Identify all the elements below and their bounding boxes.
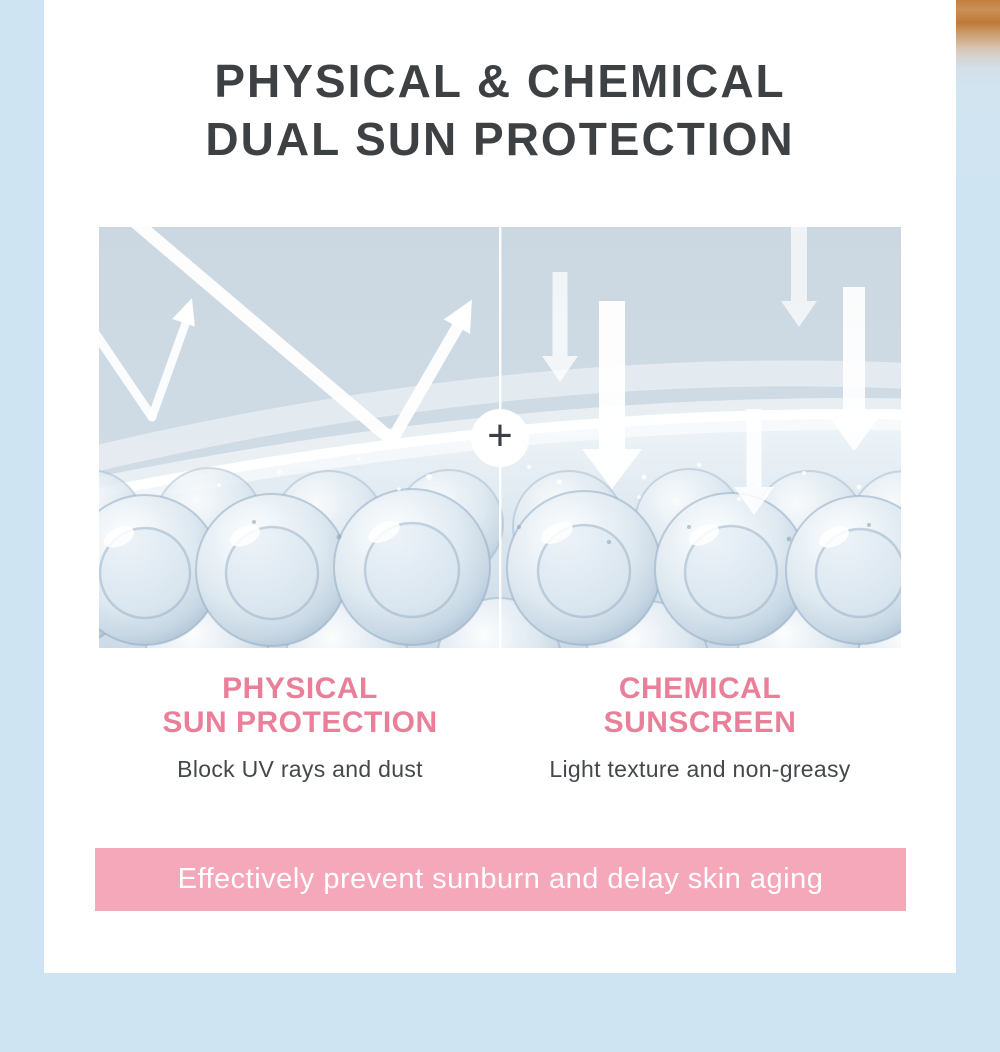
benefit-banner bbox=[95, 848, 906, 911]
feature-heading-line1: CHEMICAL bbox=[618, 672, 782, 705]
sun-protection-diagram bbox=[99, 227, 901, 648]
title-line-2: DUAL SUN PROTECTION bbox=[205, 113, 795, 165]
title-line-1: PHYSICAL & CHEMICAL bbox=[214, 55, 786, 107]
page-title bbox=[44, 52, 956, 168]
feature-heading-line2: SUNSCREEN bbox=[603, 706, 797, 739]
feature-description: Light texture and non-greasy bbox=[549, 756, 851, 782]
feature-heading bbox=[130, 672, 470, 740]
feature-heading-line2: SUN PROTECTION bbox=[162, 706, 438, 739]
feature-physical bbox=[130, 672, 470, 783]
plus-icon: + bbox=[487, 411, 513, 460]
banner-text: Effectively prevent sunburn and delay skin aging bbox=[177, 863, 824, 895]
feature-description: Block UV rays and dust bbox=[177, 756, 423, 782]
feature-heading bbox=[530, 672, 870, 740]
content-panel bbox=[44, 0, 956, 973]
decor-photo-corner bbox=[956, 0, 1000, 190]
plus-badge bbox=[471, 409, 529, 467]
feature-chemical bbox=[530, 672, 870, 783]
feature-heading-line1: PHYSICAL bbox=[222, 672, 378, 705]
